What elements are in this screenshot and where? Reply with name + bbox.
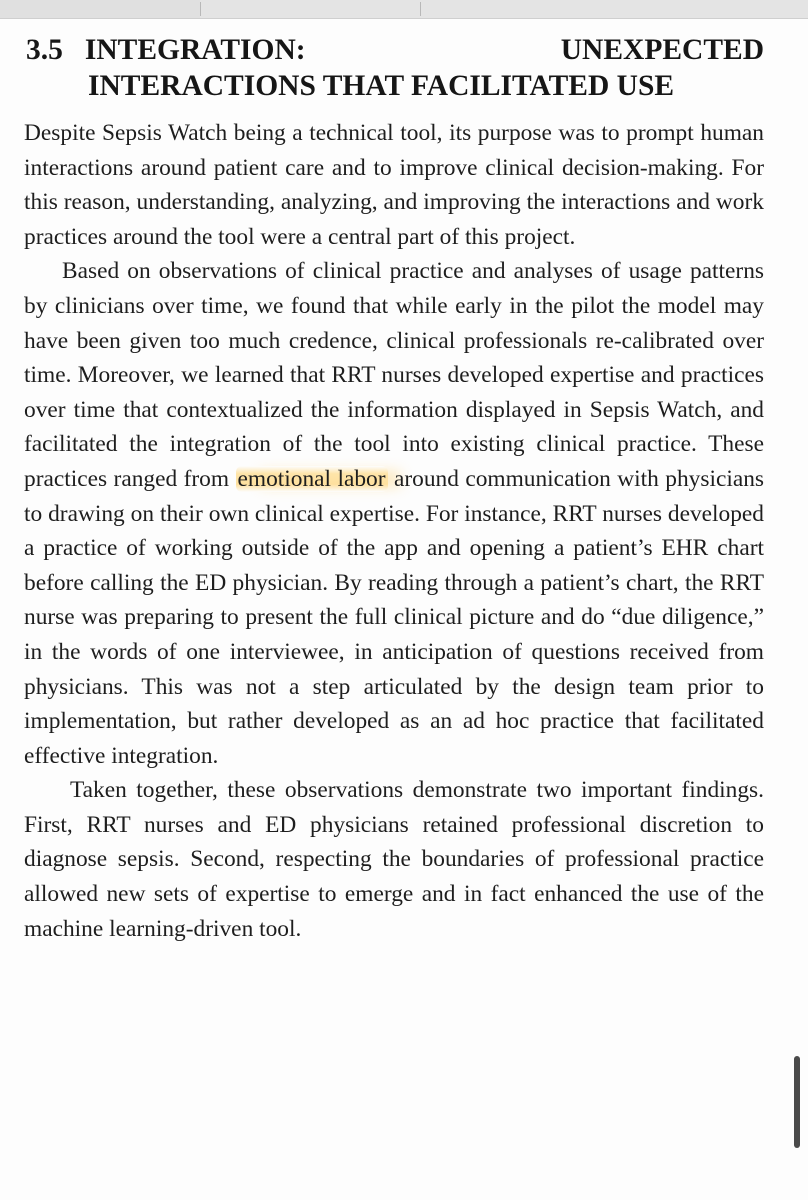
section-title-line-2: INTERACTIONS THAT FACILITATED USE (88, 70, 675, 102)
toolbar-segment (0, 0, 200, 18)
paragraph-2 (24, 254, 764, 773)
highlighted-text[interactable]: emotional labor (237, 465, 386, 492)
section-heading (26, 32, 764, 104)
paragraph-1: Despite Sepsis Watch being a technical tool, its purpose was to prompt human interactions around patient care and to improve clinical decision-making. For this reason, understanding, analyzing, and improving the interactions and work practices around the tool were a central part of this project. (24, 120, 764, 250)
toolbar-divider (420, 2, 421, 16)
paragraph-2-end: around communication with physicians to drawing on their own clinical expertise. For instance, RRT nurses developed a practice of working outside of the app and opening a patient’s EHR chart before calling the ED physician. By reading through a patient’s chart, the RRT nurse was preparing to present the full clinical picture and do “due diligence,” in the words of one interviewee, in anticipation of questions received from physicians. This was not a step articulated by the design team prior to implementation, but rather developed as an ad hoc practice that facilitated effective integration. (24, 465, 765, 769)
top-toolbar-strip (0, 0, 808, 19)
section-title-word-2: UNEXPECTED (560, 34, 764, 66)
section-title-word-1: INTEGRATION: (84, 34, 306, 66)
vertical-scrollbar[interactable] (794, 1056, 800, 1148)
paragraph-2-start: Based on observations of clinical practice and analyses of usage patterns by clinicians over time, we found that while early in the pilot the model may have been given too much credence, clinical professionals re-calibrated over time. Moreover, we learned that RRT nurses developed expertise and practices over time that contextualized the information displayed in Sepsis Watch, and facilitated the integration of the tool into existing clinical practice. These practices ranged from (24, 258, 764, 492)
section-number: 3.5 (26, 34, 63, 66)
paragraph-3: Taken together, these observations demonstrate two important findings. First, RRT nurses and ED physicians retained professional discretion to diagnose sepsis. Second, respecting the boundaries of professional practice allowed new sets of expertise to emerge and in fact enhanced the use of the machine learning-driven tool. (24, 777, 764, 942)
body-text (24, 116, 764, 946)
toolbar-divider (200, 2, 201, 16)
